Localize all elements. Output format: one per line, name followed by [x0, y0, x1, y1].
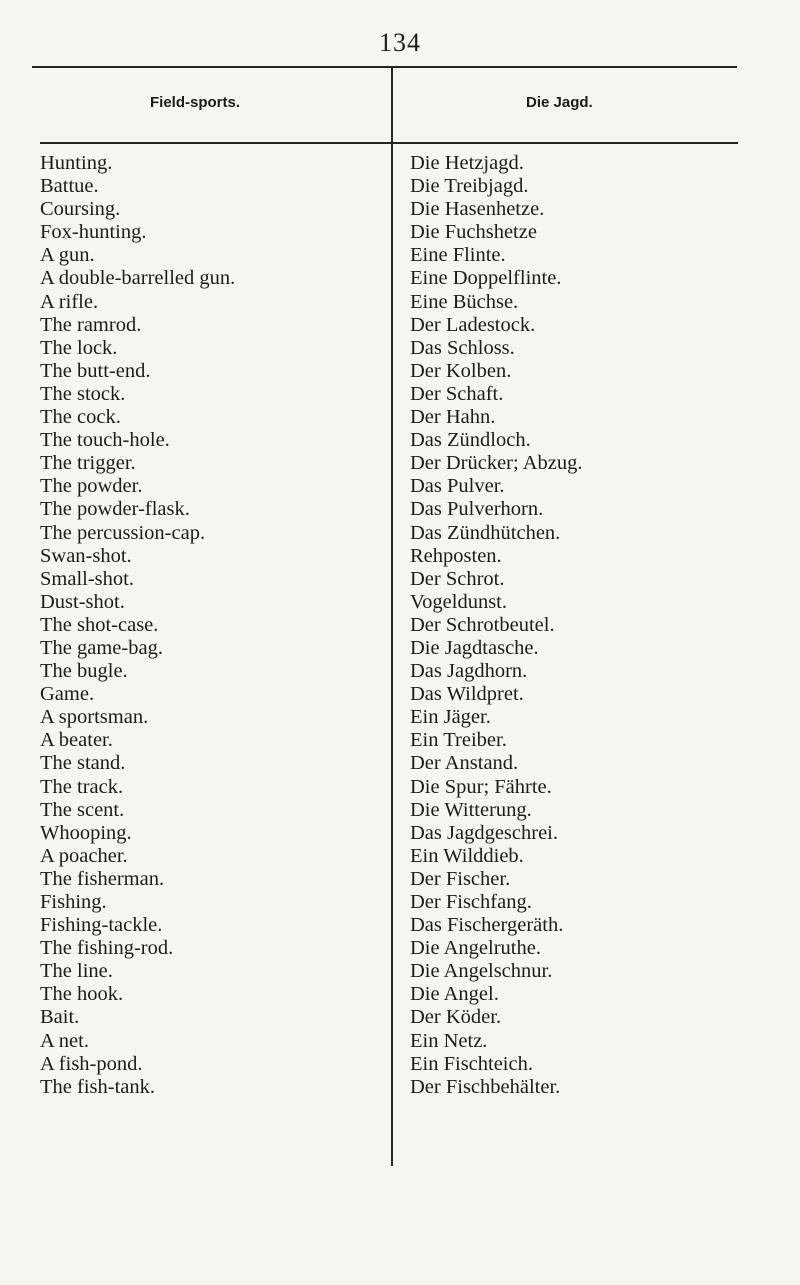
english-term: Fishing-tackle. — [40, 914, 163, 937]
english-term: The butt-end. — [40, 359, 151, 382]
german-term: Rehposten. — [410, 544, 502, 567]
german-term: Eine Büchse. — [410, 290, 519, 313]
german-term: Die Angel. — [410, 983, 499, 1006]
german-term: Das Pulverhorn. — [410, 498, 544, 521]
english-term: A rifle. — [40, 290, 99, 313]
english-term: Whooping. — [40, 821, 132, 844]
column-header-german: Die Jagd. — [526, 94, 593, 111]
german-term: Der Schaft. — [410, 382, 504, 405]
german-term: Ein Jäger. — [410, 706, 491, 729]
english-term: Swan-shot. — [40, 544, 132, 567]
german-term: Das Schloss. — [410, 336, 515, 359]
top-rule — [32, 66, 737, 68]
english-term: The track. — [40, 775, 124, 798]
english-term: The trigger. — [40, 452, 136, 475]
german-term: Der Kolben. — [410, 359, 512, 382]
english-term: Hunting. — [40, 152, 113, 174]
german-term: Das Fischergeräth. — [410, 914, 564, 937]
german-term: Das Wildpret. — [410, 683, 524, 706]
english-term: Game. — [40, 683, 95, 706]
german-term: Eine Flinte. — [410, 244, 506, 267]
german-term: Die Witterung. — [410, 798, 532, 821]
german-term: Die Jagdtasche. — [410, 636, 539, 659]
english-term: The lock. — [40, 336, 118, 359]
english-term: A beater. — [40, 729, 113, 752]
german-term: Der Köder. — [410, 1006, 502, 1029]
german-term: Die Treibjagd. — [410, 175, 529, 198]
english-term: The percussion-cap. — [40, 521, 206, 544]
english-term: Coursing. — [40, 198, 121, 221]
english-term: A fish-pond. — [40, 1052, 143, 1075]
english-term: The stand. — [40, 752, 126, 775]
english-term: Battue. — [40, 175, 99, 198]
german-term: Ein Netz. — [410, 1029, 488, 1052]
german-term: Der Schrotbeutel. — [410, 613, 555, 636]
english-term: Small-shot. — [40, 567, 134, 590]
german-term: Der Anstand. — [410, 752, 519, 775]
german-term: Der Fischfang. — [410, 891, 532, 913]
german-term: Das Jagdhorn. — [410, 660, 528, 683]
german-term: Die Fuchshetze — [410, 221, 537, 244]
english-term: A poacher. — [40, 844, 128, 867]
german-term: Der Ladestock. — [410, 313, 536, 336]
english-term: A sportsman. — [40, 706, 149, 729]
english-term: The hook. — [40, 983, 124, 1006]
german-term: Das Pulver. — [410, 475, 505, 498]
english-term: The fishing-rod. — [40, 937, 174, 960]
page-number: 134 — [379, 28, 421, 57]
german-term: Der Hahn. — [410, 406, 496, 429]
german-term: Die Angelschnur. — [410, 960, 553, 983]
english-term: The powder. — [40, 475, 143, 498]
english-term: A gun. — [40, 244, 95, 267]
german-term: Der Drücker; Abzug. — [410, 452, 583, 475]
column-header-english: Field-sports. — [150, 94, 241, 111]
english-term: The stock. — [40, 382, 126, 405]
english-term: The fisherman. — [40, 867, 165, 890]
german-term: Der Fischer. — [410, 867, 511, 890]
english-term: The touch-hole. — [40, 429, 170, 452]
english-term: The shot-case. — [40, 613, 159, 636]
english-term: Bait. — [40, 1006, 80, 1029]
english-term: The line. — [40, 960, 113, 983]
english-term: The cock. — [40, 406, 121, 429]
german-term: Ein Fischteich. — [410, 1052, 533, 1075]
english-term: Dust-shot. — [40, 590, 125, 613]
german-term: Ein Wilddieb. — [410, 844, 524, 867]
header-rule — [40, 142, 738, 144]
german-term: Die Hetzjagd. — [410, 152, 524, 174]
german-term: Die Angelruthe. — [410, 937, 541, 960]
english-term: The scent. — [40, 798, 125, 821]
english-term: The ramrod. — [40, 313, 142, 336]
column-divider — [391, 66, 393, 1166]
german-term: Eine Doppelflinte. — [410, 267, 562, 290]
german-term: Die Hasenhetze. — [410, 198, 545, 221]
german-term: Der Schrot. — [410, 567, 505, 590]
english-term: A double-barrelled gun. — [40, 267, 236, 290]
german-term: Ein Treiber. — [410, 729, 507, 752]
english-term: The powder-flask. — [40, 498, 190, 521]
english-term-list — [40, 152, 385, 1099]
german-term: Das Zündloch. — [410, 429, 531, 452]
english-term: The fish-tank. — [40, 1075, 155, 1098]
german-term: Die Spur; Fährte. — [410, 775, 552, 798]
english-term: Fox-hunting. — [40, 221, 147, 244]
german-term: Der Fischbehälter. — [410, 1075, 561, 1098]
german-term: Das Jagdgeschrei. — [410, 821, 559, 844]
english-term: A net. — [40, 1029, 89, 1052]
english-term: The game-bag. — [40, 636, 163, 659]
german-term: Das Zündhütchen. — [410, 521, 561, 544]
german-term-list — [410, 152, 790, 1099]
german-term: Vogeldunst. — [410, 590, 508, 613]
english-term: Fishing. — [40, 891, 107, 913]
english-term: The bugle. — [40, 660, 128, 683]
